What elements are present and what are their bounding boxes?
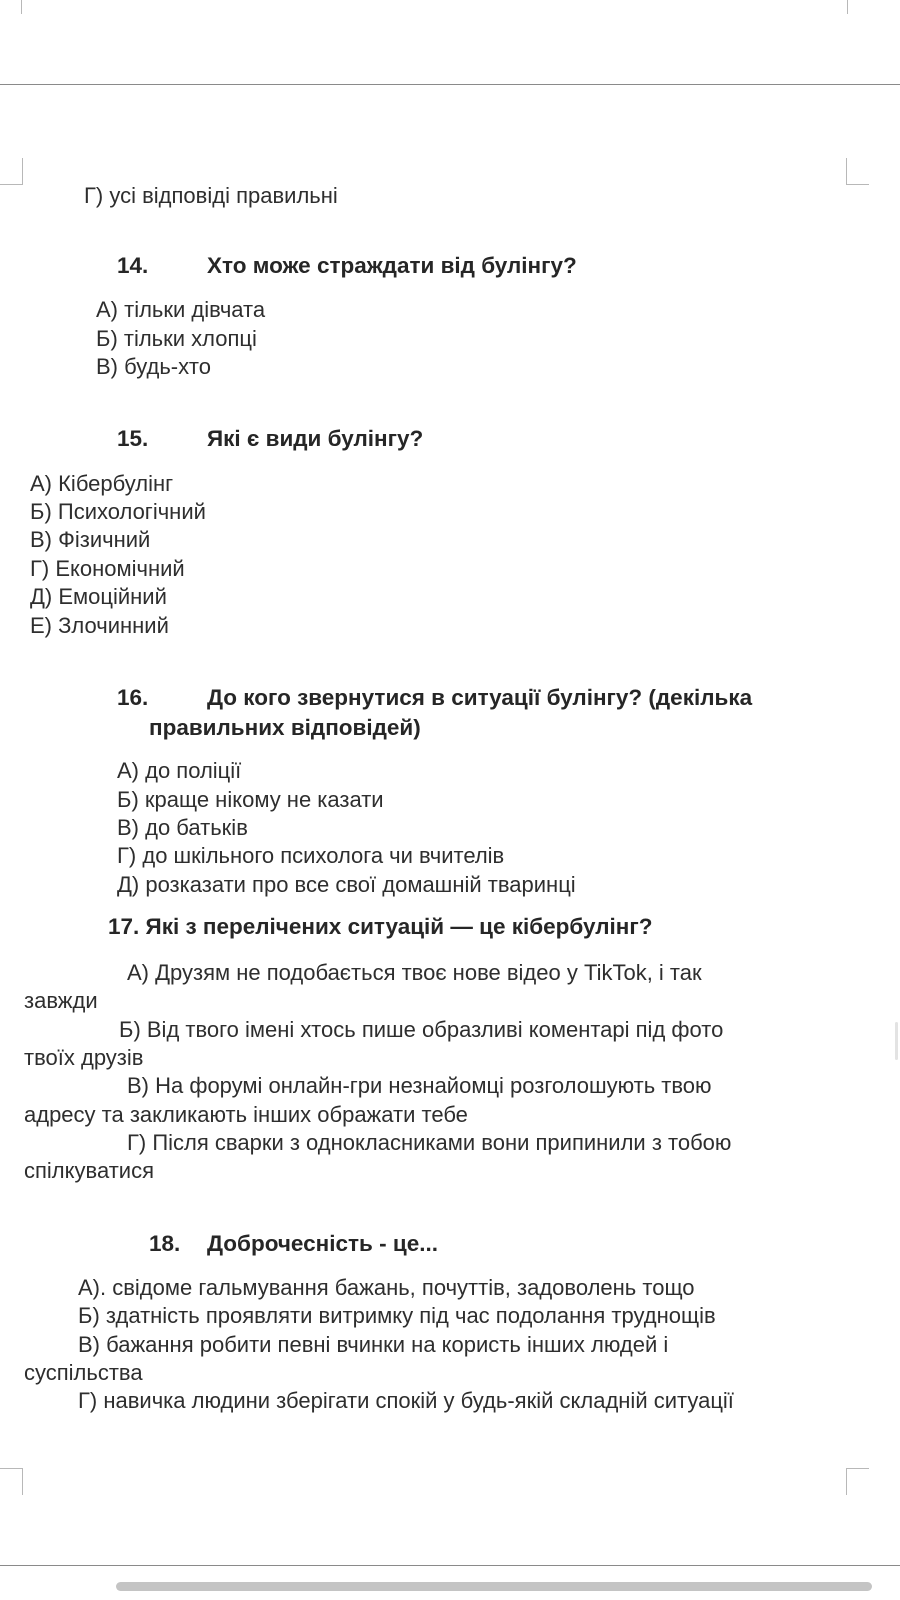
answer-option-continued: спілкуватися (24, 1158, 154, 1183)
horizontal-scrollbar[interactable] (116, 1582, 872, 1591)
answer-option: А) Друзям не подобається твоє нове відео у TikTok, і так (127, 960, 702, 985)
question-text: Доброчесність - це... (207, 1231, 438, 1256)
answer-option: В) На форумі онлайн-гри незнайомці розголошують твою (127, 1073, 712, 1098)
answer-option: Д) Емоційний (30, 584, 167, 609)
answer-option: Г) усі відповіді правильні (84, 183, 338, 208)
question-18 (149, 1229, 438, 1259)
answer-option: Г) Економічний (30, 556, 185, 581)
page-corner-mark (846, 158, 869, 185)
answer-option: Е) Злочинний (30, 613, 169, 638)
answer-option: Г) до шкільного психолога чи вчителів (117, 843, 505, 868)
answer-option-continued: адресу та закликають інших ображати тебе (24, 1102, 468, 1127)
answer-option: Г) навичка людини зберігати спокій у будь-якій складній ситуації (78, 1388, 734, 1413)
question-text: До кого звернутися в ситуації булінгу? (декілька (207, 685, 753, 710)
answer-option: Б) краще нікому не казати (117, 787, 384, 812)
answer-option: А) тільки дівчата (96, 297, 266, 322)
question-14 (117, 251, 577, 281)
answer-option-continued: твоїх друзів (24, 1045, 144, 1070)
page-break-line (0, 84, 900, 85)
answer-option: Б) тільки хлопці (96, 326, 257, 351)
question-number: 16. (117, 685, 149, 710)
answer-option: Г) Після сварки з однокласниками вони припинили з тобою (127, 1130, 732, 1155)
answer-option: В) бажання робити певні вчинки на користь інших людей і (78, 1332, 669, 1357)
answer-option: В) будь-хто (96, 354, 211, 379)
question-text: Хто може страждати від булінгу? (207, 253, 577, 278)
question-text-continued: правильних відповідей) (149, 715, 421, 740)
answer-option: А). свідоме гальмування бажань, почуттів, задоволень тощо (78, 1275, 695, 1300)
page-corner-mark (846, 1468, 869, 1495)
side-scroll-mark (895, 1022, 898, 1060)
answer-option: А) Кібербулінг (30, 471, 174, 496)
page-corner-mark (0, 1468, 23, 1495)
page-crop-mark (847, 0, 848, 14)
answer-option-continued: завжди (24, 988, 98, 1013)
answer-option: Б) Від твого імені хтось пише образливі коментарі під фото (119, 1017, 724, 1042)
page-corner-mark (0, 158, 23, 185)
answer-option-continued: суспільства (24, 1360, 143, 1385)
question-16 (117, 683, 753, 713)
answer-option: Б) Психологічний (30, 499, 206, 524)
question-number: 14. (117, 253, 149, 278)
question-17: 17. Які з перелічених ситуацій — це кібербулінг? (108, 914, 653, 939)
question-text: Які є види булінгу? (207, 426, 424, 451)
question-15 (117, 424, 424, 454)
answer-option: В) до батьків (117, 815, 248, 840)
answer-option: Д) розказати про все свої домашній тваринці (117, 872, 576, 897)
answer-option: А) до поліції (117, 758, 242, 783)
question-number: 18. (149, 1231, 181, 1256)
answer-option: В) Фізичний (30, 527, 151, 552)
answer-option: Б) здатність проявляти витримку під час подолання труднощів (78, 1303, 716, 1328)
question-number: 15. (117, 426, 149, 451)
page-crop-mark (21, 0, 22, 14)
page-break-line (0, 1565, 900, 1566)
